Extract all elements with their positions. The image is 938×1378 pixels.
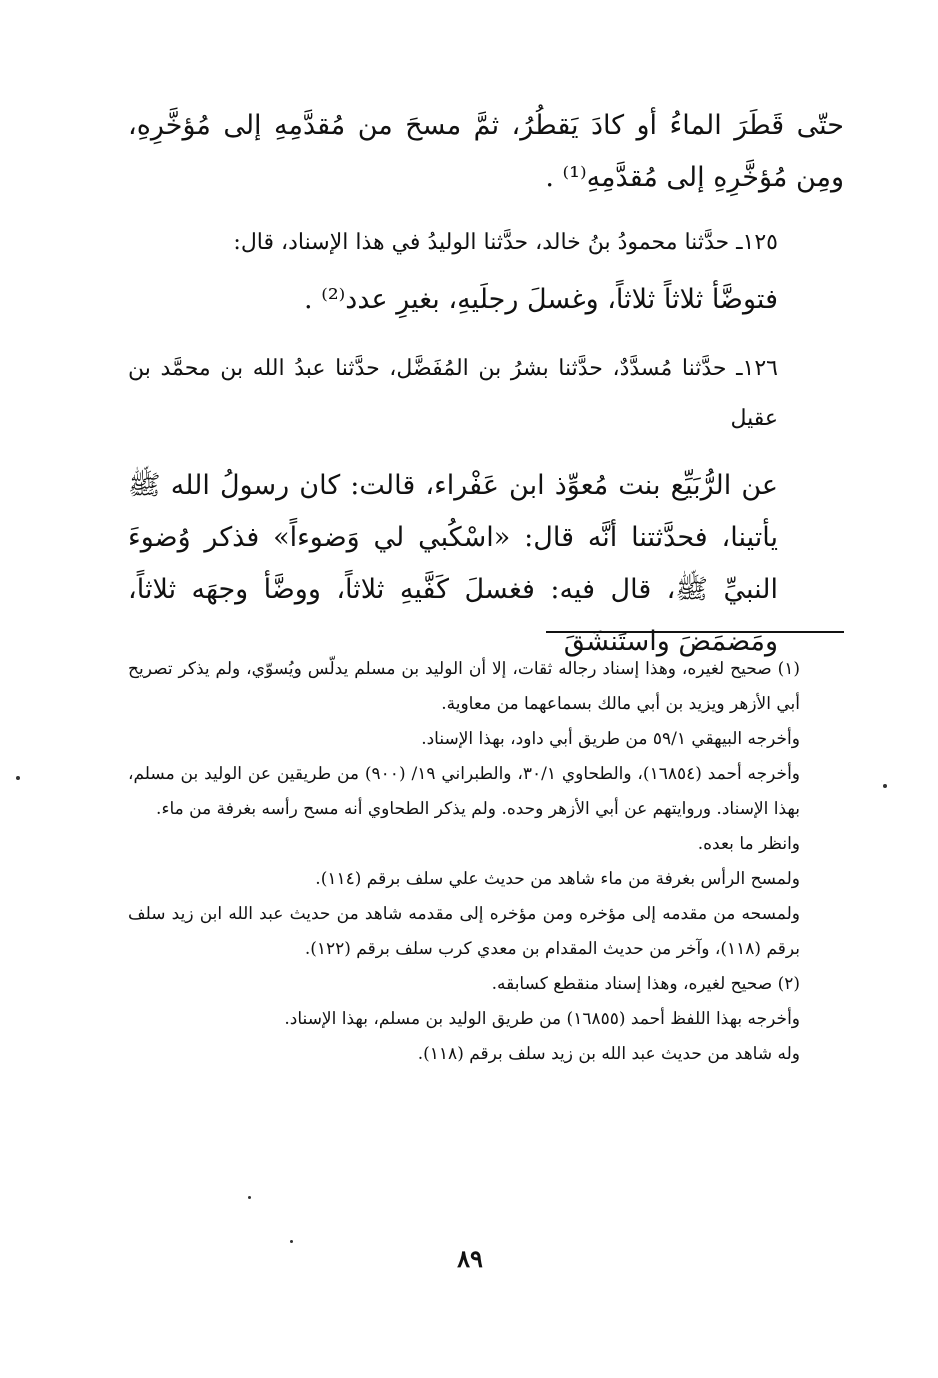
footnote-1-line: وأخرجه أحمد (١٦٨٥٤)، والطحاوي ٣٠/١، والطبراني ١٩/ (٩٠٠) من طريقين عن الوليد بن مسلم، بهذا الإسناد. وروايتهم عن أبي الأزهر وحده. ولم يذكر الطحاوي أنه مسح رأسه بغرفة من ماء. — [128, 764, 801, 819]
hadith-126-matn: عن الرُّبَيِّع بنت مُعوِّذ ابن عَفْراء، قالت: كان رسولُ الله ﷺ يأتينا، فحدَّثتنا أنَّه قال: «اسْكُبي لي وَضوءاً» فذكر وُضوءَ النبيِّ ﷺ، قال فيه: فغسلَ كَفَّيهِ ثلاثاً، ووضَّأ وجهَه ثلاثاً، ومَضمَضَ واستَنشَقَ — [128, 470, 778, 657]
scan-speck — [290, 1240, 293, 1243]
footnotes-block — [128, 652, 844, 1072]
hadith-125-isnad: ١٢٥ـ حدَّثنا محمودُ بنُ خالد، حدَّثنا الوليدُ في هذا الإسناد، قال: — [233, 230, 778, 255]
scan-speck — [16, 776, 20, 780]
scan-speck — [248, 1196, 251, 1199]
footnote-separator — [546, 631, 844, 633]
page-number: ٨٩ — [457, 1244, 483, 1273]
footnote-2-line: وله شاهد من حديث عبد الله بن زيد سلف برقم (١١٨). — [417, 1044, 800, 1064]
hadith-125-matn: فتوضَّأ ثلاثاً ثلاثاً، وغسلَ رجلَيهِ، بغيرِ عدد⁽²⁾ . — [304, 284, 778, 315]
footnote-1-line: ولمسحه من مقدمه إلى مؤخره ومن مؤخره إلى مقدمه شاهد من حديث عبد الله ابن زيد سلف برقم (١١٨)، وآخر من حديث المقدام بن معدي كرب سلف برقم (١٢٢). — [128, 904, 800, 959]
main-text-block — [128, 100, 844, 668]
hadith-continuation-paragraph: حتّى قَطَرَ الماءُ أو كادَ يَقطُرُ، ثمَّ مسحَ من مُقدَّمِهِ إلى مُؤخَّرِهِ، ومِن مُؤخَّرِهِ إلى مُقدَّمِهِ⁽¹⁾ . — [128, 110, 844, 193]
footnote-1-line: وانظر ما بعده. — [697, 834, 800, 854]
hadith-126-isnad: ١٢٦ـ حدَّثنا مُسدَّدٌ، حدَّثنا بشرُ بن المُفَضَّل، حدَّثنا عبدُ الله بن محمَّد بن عقيل — [128, 356, 778, 431]
footnote-2-line: وأخرجه بهذا اللفظ أحمد (١٦٨٥٥) من طريق الوليد بن مسلم، بهذا الإسناد. — [284, 1009, 800, 1029]
footnote-1-line: (١) صحيح لغيره، وهذا إسناد رجاله ثقات، إلا أن الوليد بن مسلم يدلّس ويُسوّي، ولم يذكر تصريح أبي الأزهر ويزيد بن أبي مالك بسماعهما من معاوية. — [128, 659, 800, 714]
scan-speck — [883, 784, 887, 788]
footnote-2-line: (٢) صحيح لغيره، وهذا إسناد منقطع كسابقه. — [491, 974, 800, 994]
footnote-1-line: وأخرجه البيهقي ٥٩/١ من طريق أبي داود، بهذا الإسناد. — [421, 729, 800, 749]
footnote-1-line: ولمسح الرأس بغرفة من ماء شاهد من حديث علي سلف برقم (١١٤). — [315, 869, 800, 889]
